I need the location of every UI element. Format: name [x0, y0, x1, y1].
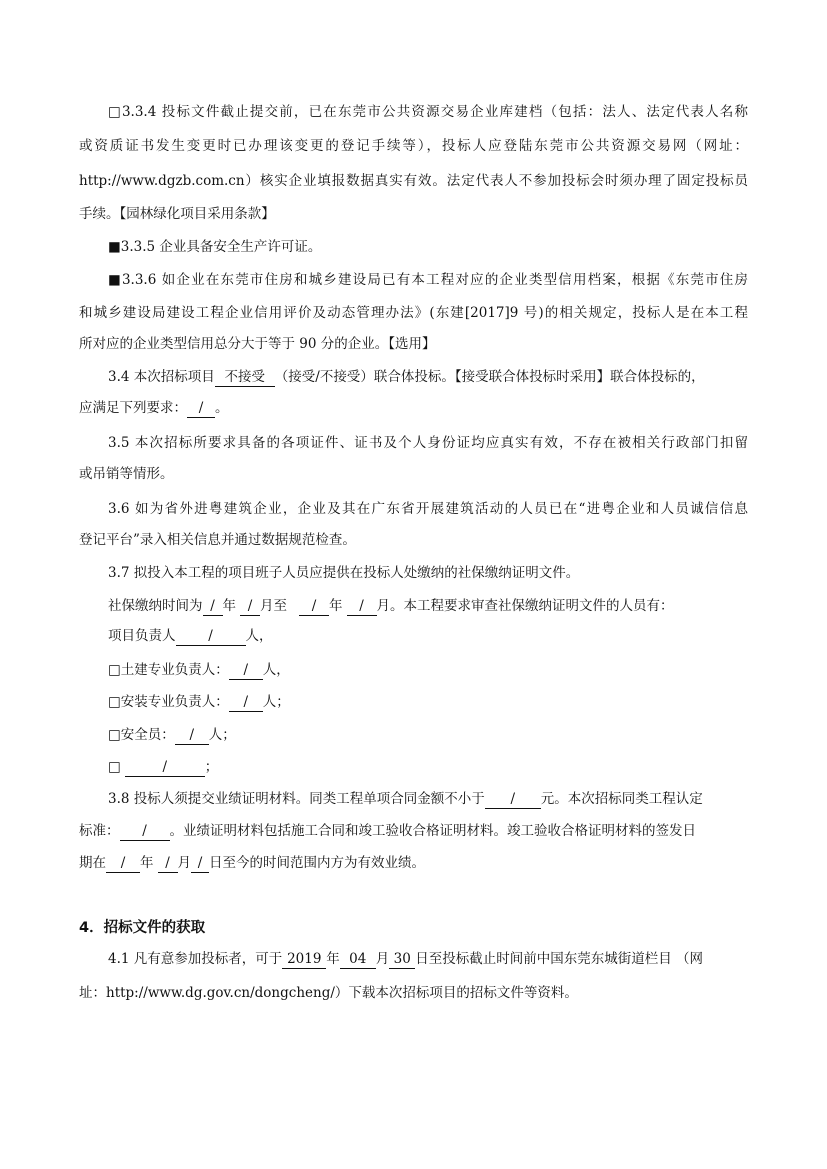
safety-count-fill: / [175, 727, 209, 745]
clause-3-5-line2: 或吊销等情形。 [79, 466, 174, 482]
p41-text-b: 年 [326, 951, 340, 967]
since-month-fill: / [158, 855, 178, 873]
download-start-month: 04 [340, 951, 376, 969]
clause-3-3-6-line2: 和城乡建设局建设工程企业信用评价及动态管理办法》(东建[2017]9 号)的相关规定，投标人是在本工程 [79, 305, 748, 321]
install-count-fill: / [229, 694, 263, 712]
clause-4-1-line1 [108, 949, 703, 969]
clause-3-4-text-a: 3.4 本次招标项目 [108, 369, 215, 385]
ss-end-year-fill: / [299, 598, 329, 616]
clause-3-8-line2 [79, 821, 696, 841]
clause-3-8-line1 [108, 789, 703, 809]
social-security-period [108, 596, 674, 616]
clause-3-5-line1: 3.5 本次招标所要求具备的各项证件、证书及个人身份证均应真实有效，不存在被相关行政部门扣留 [108, 435, 748, 451]
p38-text-c: 标准： [79, 823, 120, 839]
clause-3-3-4-line4: 手续。【园林绿化项目采用条款】 [79, 206, 275, 222]
clause-3-3-5: ■3.3.5 企业具备安全生产许可证。 [108, 239, 322, 255]
clause-3-3-6-line1: ■3.3.6 如企业在东莞市住房和城乡建设局已有本工程对应的企业类型信用档案，根据《东莞市住房 [108, 272, 748, 288]
clause-3-7: 3.7 拟投入本工程的项目班子人员应提供在投标人处缴纳的社保缴纳证明文件。 [108, 565, 580, 581]
download-start-year: 2019 [282, 951, 326, 969]
clause-3-6-line2: 登记平台”录入相关信息并通过数据规范检查。 [79, 532, 356, 548]
p38-text-g: 年 [140, 855, 154, 871]
clause-3-4-text-b: （接受/不接受）联合体投标。【接受联合体投标时采用】联合体投标的， [274, 369, 705, 385]
clause-3-4-text-c: 应满足下列要求： [79, 400, 187, 416]
p41-text-c: 月 [375, 951, 390, 967]
p41-text-a: 4.1 凡有意参加投标者，可于 [108, 951, 283, 967]
install-unit: 人； [262, 694, 290, 710]
ss-text-c: 月至 [260, 598, 287, 614]
clause-3-3-4-line3: http://www.dgzb.com.cn）核实企业填报数据真实有效。法定代表人不参加投标会时须办理了固定投标员 [79, 173, 748, 189]
pm-unit: 人， [245, 628, 273, 644]
ss-start-month-fill: / [240, 598, 260, 616]
ss-text-d: 年 [329, 598, 343, 614]
civil-unit: 人， [262, 662, 290, 678]
contract-amount-fill: / [485, 791, 541, 809]
other-unit: ； [204, 759, 219, 775]
p38-text-h: 月 [177, 855, 191, 871]
ss-text-b: 年 [222, 598, 236, 614]
ss-start-year-fill: / [203, 598, 223, 616]
since-year-fill: / [106, 855, 140, 873]
pm-count-fill: / [176, 628, 246, 646]
p41-text-d: 日至投标截止时间前中国东莞东城街道栏目 （网 [415, 951, 704, 967]
consortium-requirements-fill: / [187, 400, 215, 418]
safety-officer-row [108, 725, 236, 745]
p38-text-i: 日至今的时间范围内方为有效业绩。 [209, 855, 425, 871]
safety-unit: 人； [208, 727, 236, 743]
clause-4-1-line2: 址：http://www.dg.gov.cn/dongcheng/）下载本次招标项目的招标文件等资料。 [79, 985, 578, 1001]
project-manager-row [108, 626, 273, 646]
clause-3-6-line1: 3.6 如为省外进粤建筑企业，企业及其在广东省开展建筑活动的人员已在“进粤企业和人员诚信信息 [108, 501, 748, 517]
clause-3-4-line1 [108, 367, 705, 387]
ss-text-e: 月。本工程要求审查社保缴纳证明文件的人员有： [376, 598, 674, 614]
install-label: □安装专业负责人： [108, 694, 229, 710]
installation-lead-row [108, 692, 290, 712]
since-day-fill: / [191, 855, 209, 873]
ss-text-a: 社保缴纳时间为 [108, 598, 203, 614]
consortium-fill: 不接受 [215, 369, 275, 387]
p38-text-e: 期在 [79, 855, 106, 871]
clause-3-8-line3 [79, 853, 425, 873]
other-fill: / [125, 759, 205, 777]
ss-end-month-fill: / [347, 598, 377, 616]
civil-label: □土建专业负责人： [108, 662, 229, 678]
pm-label: 项目负责人 [108, 628, 176, 644]
clause-3-4-text-d: 。 [215, 400, 229, 416]
other-personnel-row [108, 757, 218, 777]
safety-label: □安全员： [108, 727, 175, 743]
civil-lead-row [108, 660, 290, 680]
clause-3-3-6-line3: 所对应的企业类型信用总分大于等于 90 分的企业。【选用】 [79, 336, 436, 352]
civil-count-fill: / [229, 662, 263, 680]
clause-3-4-line2 [79, 398, 229, 418]
clause-3-3-4-line2: 或资质证书发生变更时已办理该变更的登记手续等），投标人应登陆东莞市公共资源交易网（网址： [79, 138, 748, 154]
clause-3-3-4-line1: □3.3.4 投标文件截止提交前，已在东莞市公共资源交易企业库建档（包括：法人、法定代表人名称 [108, 104, 748, 120]
p38-text-b: 元。本次招标同类工程认定 [540, 791, 703, 807]
section-4-heading: 4．招标文件的获取 [79, 920, 206, 936]
criteria-fill: / [120, 823, 170, 841]
other-checkbox-label: □ [108, 759, 121, 775]
download-start-day: 30 [389, 951, 415, 969]
p38-text-d: 。业绩证明材料包括施工合同和竣工验收合格证明材料。竣工验收合格证明材料的签发日 [169, 823, 696, 839]
p38-text-a: 3.8 投标人须提交业绩证明材料。同类工程单项合同金额不小于 [108, 791, 485, 807]
